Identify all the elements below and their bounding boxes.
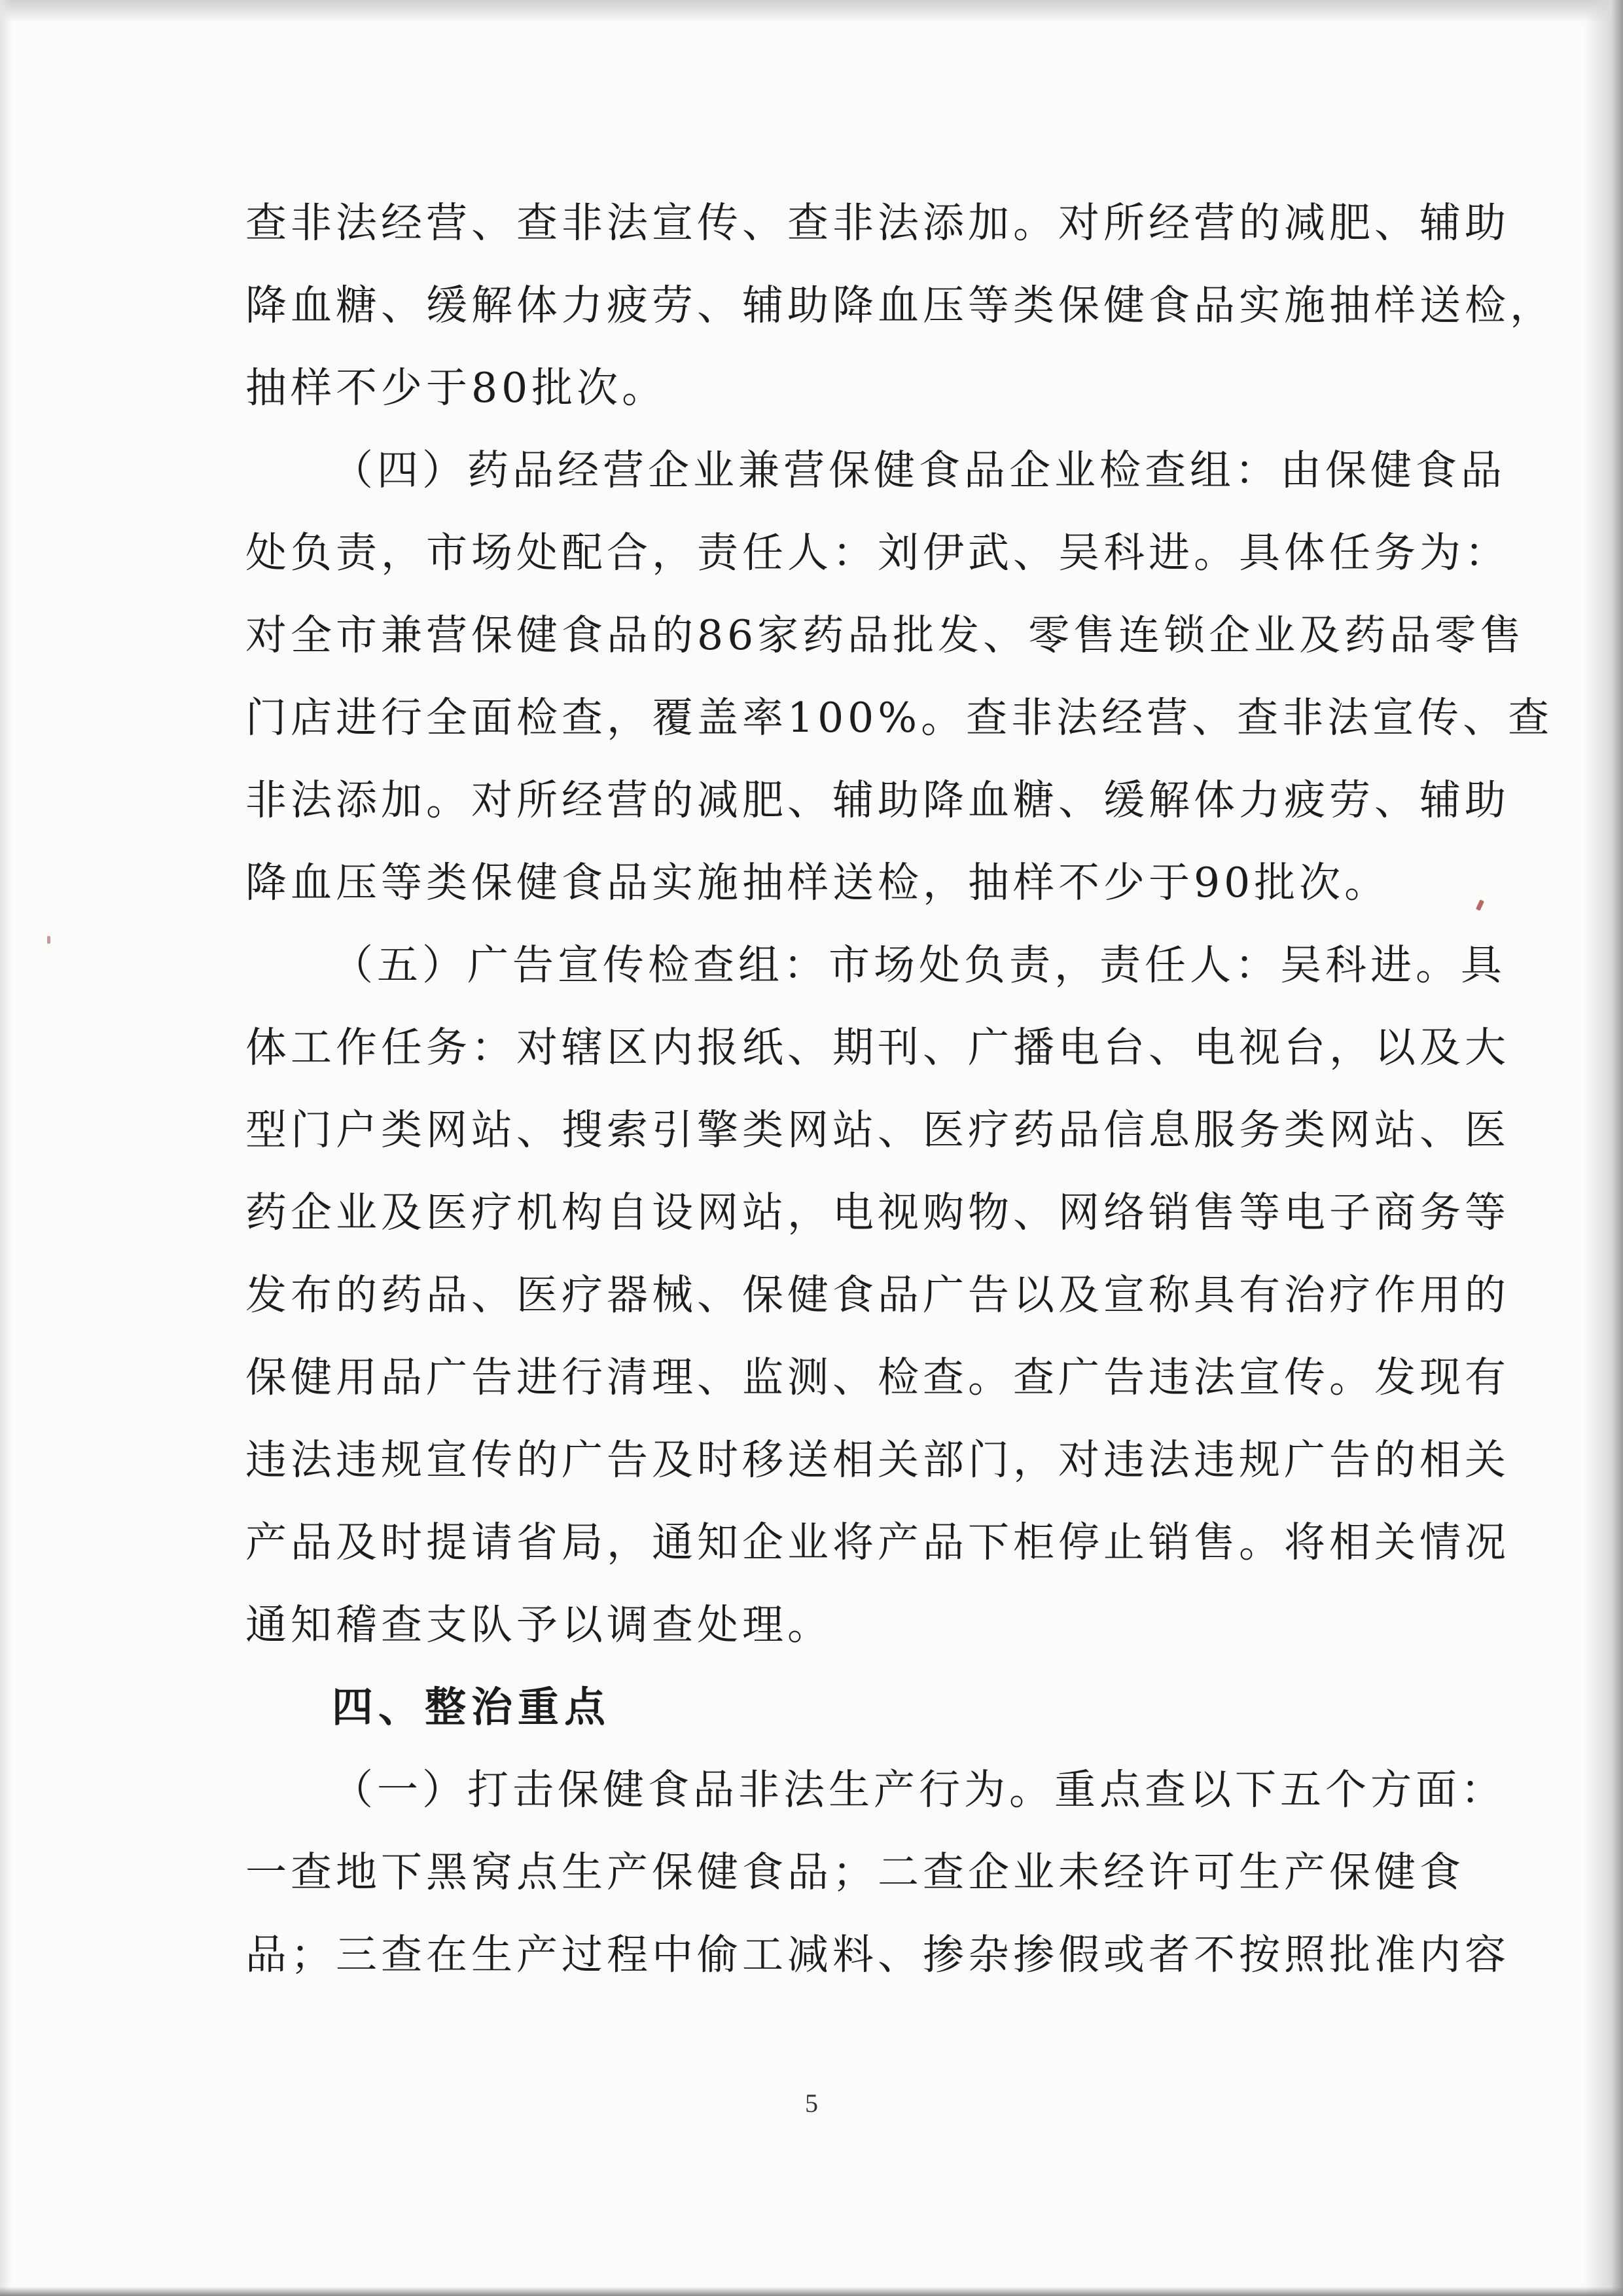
paragraph-3-line-1: （五）广告宣传检查组：市场处负责，责任人：吴科进。具 (332, 941, 1506, 989)
paragraph-3-line-3: 型门户类网站、搜索引擎类网站、医疗药品信息服务类网站、医 (245, 1106, 1510, 1154)
paragraph-3-line-7: 违法违规宣传的广告及时移送相关部门，对违法违规广告的相关 (245, 1436, 1510, 1484)
paragraph-1-line-3: 抽样不少于80批次。 (245, 364, 668, 412)
paragraph-3-line-2: 体工作任务：对辖区内报纸、期刊、广播电台、电视台，以及大 (245, 1024, 1510, 1071)
document-body (245, 182, 1555, 1996)
paragraph-3-line-4: 药企业及医疗机构自设网站，电视购物、网络销售等电子商务等 (245, 1189, 1510, 1236)
paragraph-4-line-2: 一查地下黑窝点生产保健食品；二查企业未经许可生产保健食 (245, 1848, 1465, 1896)
scan-shadow-right (1584, 0, 1623, 2296)
paragraph-2-line-4: 门店进行全面检查，覆盖率100%。查非法经营、查非法宣传、查 (245, 694, 1554, 742)
paragraph-3-line-5: 发布的药品、医疗器械、保健食品广告以及宣称具有治疗作用的 (245, 1271, 1510, 1319)
paragraph-1-line-2: 降血糖、缓解体力疲劳、辅助降血压等类保健食品实施抽样送检， (245, 281, 1555, 329)
scan-speck (47, 936, 50, 944)
paragraph-2-line-2: 处负责，市场处配合，责任人：刘伊武、吴科进。具体任务为： (245, 529, 1510, 577)
paragraph-4-line-1: （一）打击保健食品非法生产行为。重点查以下五个方面： (332, 1766, 1506, 1814)
paragraph-3-line-9: 通知稽查支队予以调查处理。 (245, 1601, 832, 1649)
scan-shadow-left (0, 0, 12, 2296)
paragraph-4-line-3: 品；三查在生产过程中偷工减料、掺杂掺假或者不按照批准内容 (245, 1931, 1510, 1979)
scan-speck (1476, 899, 1484, 910)
paragraph-2-line-5: 非法添加。对所经营的减肥、辅助降血糖、缓解体力疲劳、辅助 (245, 776, 1510, 824)
paragraph-2-line-1: （四）药品经营企业兼营保健食品企业检查组：由保健食品 (332, 446, 1506, 494)
paragraph-2-line-3: 对全市兼营保健食品的86家药品批发、零售连锁企业及药品零售 (245, 611, 1525, 659)
scan-shadow-bottom (0, 2287, 1623, 2296)
paragraph-1-line-1: 查非法经营、查非法宣传、查非法添加。对所经营的减肥、辅助 (245, 199, 1510, 247)
section-heading: 四、整治重点 (332, 1683, 611, 1731)
paragraph-2-line-6: 降血压等类保健食品实施抽样送检，抽样不少于90批次。 (245, 859, 1390, 906)
scan-shadow-top (0, 0, 1623, 22)
page-number: 5 (805, 2089, 818, 2118)
paragraph-3-line-8: 产品及时提请省局，通知企业将产品下柜停止销售。将相关情况 (245, 1518, 1510, 1566)
paragraph-3-line-6: 保健用品广告进行清理、监测、检查。查广告违法宣传。发现有 (245, 1354, 1510, 1401)
